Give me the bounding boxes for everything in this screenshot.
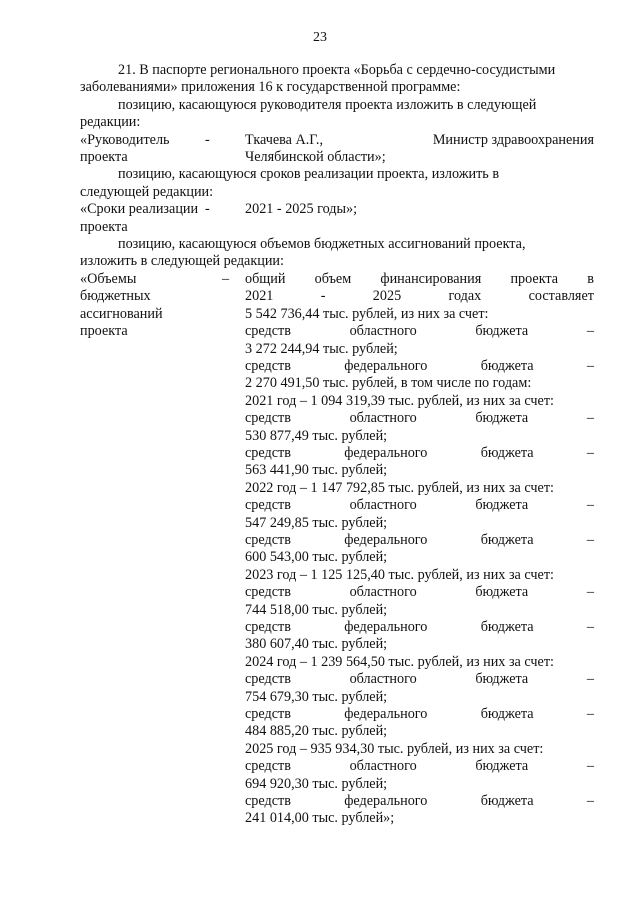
word: –: [586, 706, 594, 723]
word: бюджета: [475, 758, 529, 775]
word: средств: [245, 357, 291, 374]
word: бюджета: [475, 584, 529, 601]
funding-total-line2: [245, 288, 594, 305]
funding-row: [80, 271, 594, 828]
leader-dash: -: [205, 131, 210, 148]
year-regional-value: 547 249,85 тыс. рублей;: [245, 514, 388, 531]
leader-row: [80, 132, 594, 167]
year-regional-line: [245, 410, 594, 427]
word: бюджета: [480, 619, 534, 635]
year-federal-value: 484 885,20 тыс. рублей;: [245, 723, 388, 740]
word: бюджета: [475, 323, 529, 340]
leader-position-instruction-cont: редакции:: [80, 114, 141, 131]
word: объем: [314, 270, 352, 287]
word: бюджета: [480, 531, 534, 548]
year-federal-line: [245, 793, 594, 810]
leader-value-line1: [245, 132, 594, 149]
word: годах: [448, 288, 482, 305]
year-header: [245, 741, 594, 758]
year-regional-line: [245, 671, 594, 688]
year-regional-line: [245, 497, 594, 514]
word: в: [587, 270, 594, 287]
year-federal-line: [245, 619, 594, 636]
year-regional-value: 694 920,30 тыс. рублей;: [245, 775, 388, 792]
year-header: [245, 480, 594, 497]
word: 2025: [372, 288, 402, 305]
word: бюджета: [475, 497, 529, 514]
year-federal-value: 600 543,00 тыс. рублей;: [245, 549, 388, 566]
word: средств: [245, 793, 291, 810]
word: –: [586, 531, 594, 548]
deadline-label-line2: проекта: [80, 218, 128, 235]
word: –: [586, 444, 594, 461]
funding-label-line4: проекта: [80, 323, 128, 340]
word: бюджета: [475, 671, 529, 688]
regional-total-line: [245, 323, 594, 340]
funding-position-instruction: позицию, касающуюся объемов бюджетных ассигнований проекта,: [118, 236, 526, 253]
word: федерального: [344, 706, 428, 723]
word: федерального: [344, 619, 428, 635]
word: –: [586, 497, 594, 514]
federal-total-value: 2 270 491,50 тыс. рублей, в том числе по годам:: [245, 375, 532, 392]
deadline-label: [80, 201, 245, 236]
year-federal-value: 380 607,40 тыс. рублей;: [245, 636, 388, 653]
word: средств: [245, 323, 291, 340]
year-federal-line: [245, 532, 594, 549]
deadline-value: 2021 - 2025 годы»;: [245, 201, 358, 218]
word: бюджета: [480, 706, 534, 723]
funding-value: [245, 271, 594, 828]
funding-label-line1: «Объемы: [80, 270, 137, 287]
leader-label-line2: проекта: [80, 149, 128, 166]
word: средств: [245, 758, 291, 775]
word: проекта: [510, 270, 559, 287]
year-regional-value: 744 518,00 тыс. рублей;: [245, 601, 388, 618]
year-header-text: 2023 год – 1 125 125,40 тыс. рублей, из них за счет:: [245, 566, 554, 583]
year-regional-value: 530 877,49 тыс. рублей;: [245, 427, 388, 444]
word: –: [586, 758, 594, 775]
word: -: [320, 288, 326, 305]
word: федерального: [344, 357, 428, 374]
word: –: [586, 357, 594, 374]
word: средств: [245, 619, 291, 635]
word: бюджета: [480, 444, 534, 461]
word: областного: [349, 323, 417, 340]
word: областного: [349, 584, 417, 601]
year-federal-value: 241 014,00 тыс. рублей»;: [245, 810, 395, 827]
page-number: 23: [313, 30, 327, 45]
year-header-text: 2022 год – 1 147 792,85 тыс. рублей, из них за счет:: [245, 479, 554, 496]
word: областного: [349, 758, 417, 775]
word: –: [586, 793, 594, 810]
word: федерального: [344, 793, 428, 810]
funding-position-instruction-cont: изложить в следующей редакции:: [80, 253, 284, 270]
word: областного: [349, 410, 417, 427]
word: –: [586, 323, 594, 340]
funding-label-line3: ассигнований: [80, 305, 163, 322]
deadline-row: [80, 201, 594, 236]
funding-dash: –: [222, 270, 230, 287]
year-header: [245, 567, 594, 584]
funding-label-line2: бюджетных: [80, 288, 151, 305]
word: средств: [245, 706, 291, 723]
word: общий: [245, 270, 286, 287]
year-regional-value: 754 679,30 тыс. рублей;: [245, 688, 388, 705]
leader-value: [245, 132, 594, 167]
year-header-text: 2024 год – 1 239 564,50 тыс. рублей, из них за счет:: [245, 653, 554, 670]
year-header-text: 2025 год – 935 934,30 тыс. рублей, из них за счет:: [245, 740, 544, 757]
funding-label: [80, 271, 245, 828]
funding-total-line3: 5 542 736,44 тыс. рублей, из них за счет:: [245, 305, 489, 322]
leader-name: Ткачева А.Г.,: [245, 131, 323, 148]
word: составляет: [528, 288, 594, 305]
word: средств: [245, 497, 291, 514]
deadline-label-line1: «Сроки реализации: [80, 201, 199, 218]
word: бюджета: [480, 793, 534, 810]
word: средств: [245, 410, 291, 427]
deadline-position-instruction: позицию, касающуюся сроков реализации проекта, изложить в: [118, 166, 500, 183]
year-federal-line: [245, 706, 594, 723]
word: финансирования: [380, 270, 482, 287]
word: федерального: [344, 531, 428, 548]
word: областного: [349, 497, 417, 514]
funding-total-line1: [245, 271, 594, 288]
word: 2021: [245, 288, 274, 305]
year-regional-line: [245, 584, 594, 601]
word: средств: [245, 584, 291, 601]
word: средств: [245, 444, 291, 461]
leader-title: Министр здравоохранения: [432, 131, 594, 148]
deadline-dash: -: [205, 201, 210, 218]
funding-years: [245, 393, 594, 828]
year-header: [245, 393, 594, 410]
deadline-position-instruction-cont: следующей редакции:: [80, 183, 214, 200]
regional-total-value: 3 272 244,94 тыс. рублей;: [245, 340, 398, 357]
leader-label: [80, 132, 245, 167]
word: –: [586, 584, 594, 601]
word: –: [586, 671, 594, 688]
leader-position-instruction: позицию, касающуюся руководителя проекта изложить в следующей: [118, 96, 537, 113]
year-federal-line: [245, 445, 594, 462]
word: средств: [245, 671, 291, 688]
item-21-line1: 21. В паспорте регионального проекта «Борьба с сердечно-сосудистыми: [118, 62, 556, 78]
leader-org: Челябинской области»;: [245, 149, 386, 166]
federal-total-line: [245, 358, 594, 375]
document-body: [80, 62, 594, 828]
word: бюджета: [480, 357, 534, 374]
year-regional-line: [245, 758, 594, 775]
year-header: [245, 654, 594, 671]
year-federal-value: 563 441,90 тыс. рублей;: [245, 462, 388, 479]
word: федерального: [344, 444, 428, 461]
item-21-line2: заболеваниями» приложения 16 к государственной программе:: [80, 79, 461, 96]
word: средств: [245, 531, 291, 548]
word: –: [586, 410, 594, 427]
leader-label-line1: «Руководитель: [80, 131, 170, 148]
word: –: [586, 619, 594, 635]
word: областного: [349, 671, 417, 688]
year-header-text: 2021 год – 1 094 319,39 тыс. рублей, из них за счет:: [245, 392, 554, 409]
word: бюджета: [475, 410, 529, 427]
